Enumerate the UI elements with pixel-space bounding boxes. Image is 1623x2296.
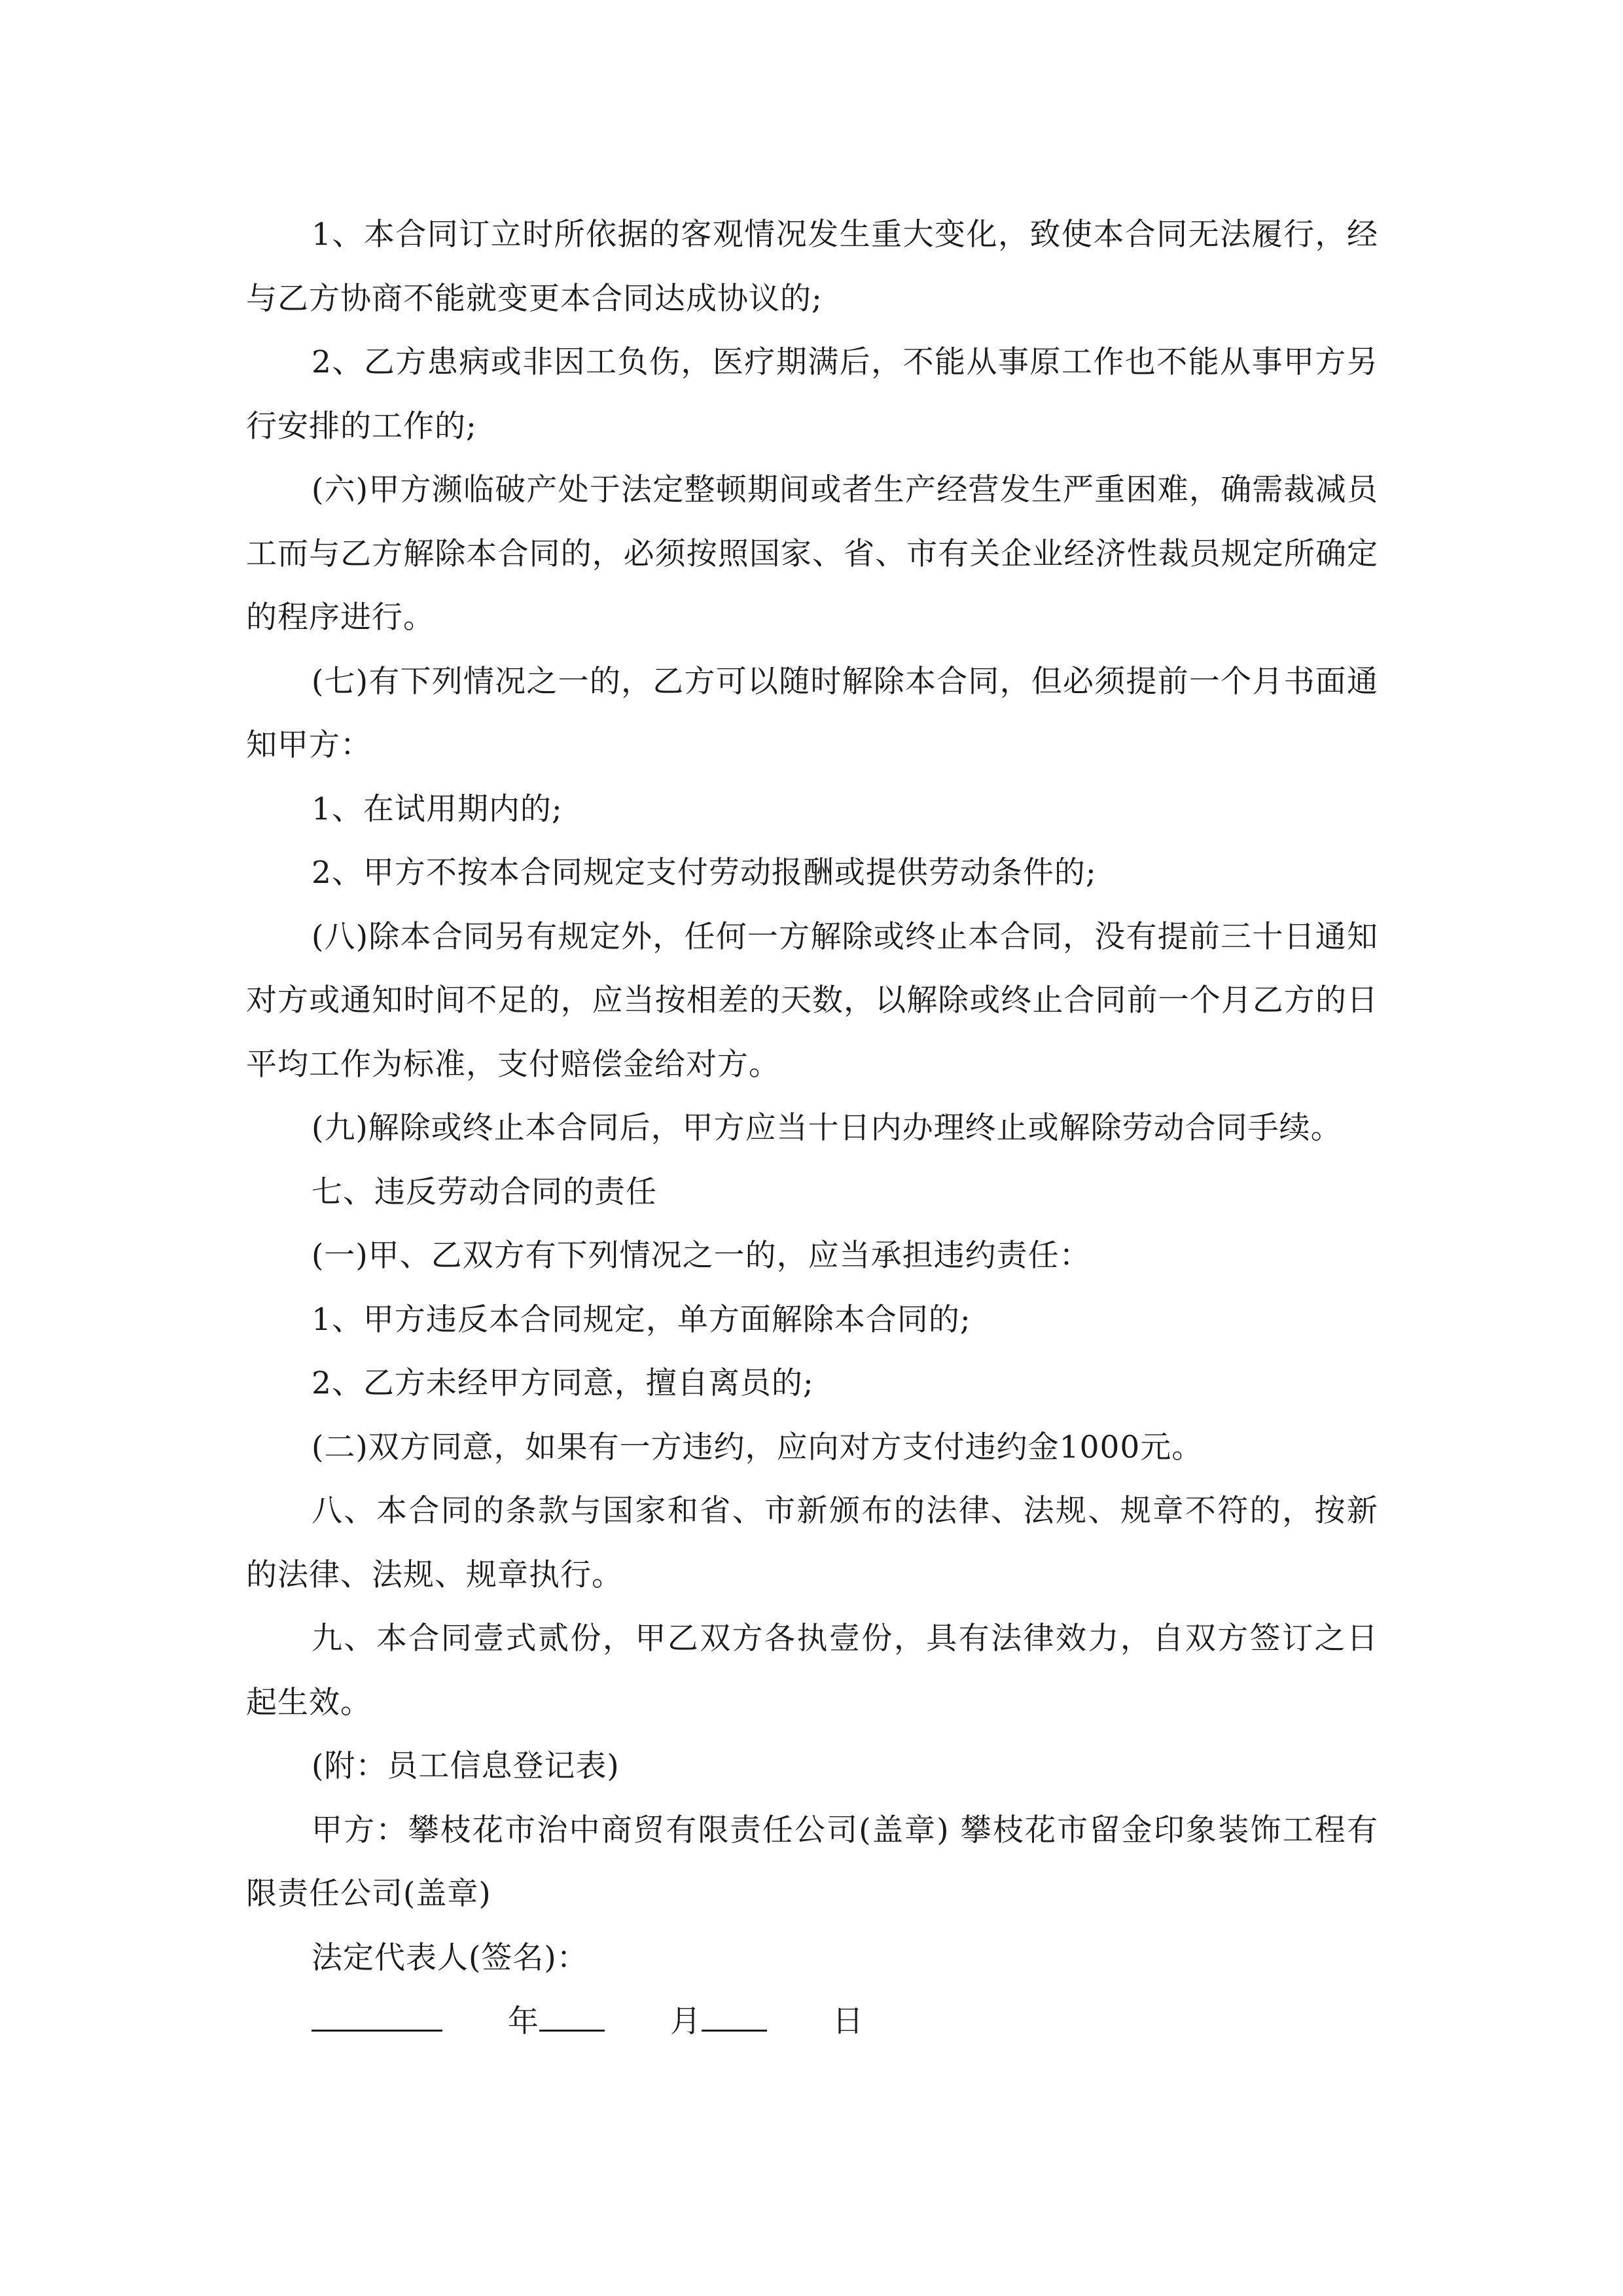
paragraph-section-9: (九)解除或终止本合同后，甲方应当十日内办理终止或解除劳动合同手续。 — [312, 1110, 1342, 1146]
paragraph-article-9: 九、本合同壹式贰份，甲乙双方各执壹份，具有法律效力，自双方签订之日起生效。 — [246, 1621, 1378, 1721]
month-blank — [539, 1996, 605, 2032]
month-label: 月 — [670, 2003, 702, 2039]
paragraph-section-6: (六)甲方濒临破产处于法定整顿期间或者生产经营发生严重困难，确需裁减员工而与乙方解除本合同的，必须按照国家、省、市有关企业经济性裁员规定所确定的程序进行。 — [246, 472, 1378, 636]
paragraph-party-a: 甲方：攀枝花市治中商贸有限责任公司(盖章) 攀枝花市留金印象装饰工程有限责任公司(盖章) — [246, 1812, 1378, 1912]
date-line — [246, 1990, 1378, 2054]
paragraph-legal-representative: 法定代表人(签名)： — [312, 1939, 588, 1976]
paragraph-section-8: (八)除本合同另有规定外，任何一方解除或终止本合同，没有提前三十日通知对方或通知时间不足的，应当按相差的天数，以解除或终止合同前一个月乙方的日平均工作为标准，支付赔偿金给对方。 — [246, 918, 1378, 1083]
paragraph-liability-item-2: 2、乙方未经甲方同意，擅自离员的; — [312, 1365, 814, 1401]
document-body — [246, 203, 1378, 2054]
heading-breach-liability: 七、违反劳动合同的责任 — [312, 1174, 657, 1210]
paragraph-liability-item-1: 1、甲方违反本合同规定，单方面解除本合同的; — [312, 1301, 971, 1338]
paragraph-clause-1: 1、本合同订立时所依据的客观情况发生重大变化，致使本合同无法履行，经与乙方协商不能就变更本合同达成协议的; — [246, 217, 1378, 317]
day-blank — [702, 1996, 767, 2032]
paragraph-liability-1: (一)甲、乙双方有下列情况之一的，应当承担违约责任： — [312, 1238, 1091, 1274]
paragraph-section-7: (七)有下列情况之一的，乙方可以随时解除本合同，但必须提前一个月书面通知甲方： — [246, 663, 1378, 763]
paragraph-liability-2: (二)双方同意，如果有一方违约，应向对方支付违约金1000元。 — [312, 1429, 1204, 1465]
day-label: 日 — [832, 2003, 864, 2039]
year-blank — [312, 1996, 442, 2032]
paragraph-section-7-item-2: 2、甲方不按本合同规定支付劳动报酬或提供劳动条件的; — [312, 855, 1097, 891]
paragraph-attachment: (附：员工信息登记表) — [312, 1748, 620, 1784]
paragraph-article-8: 八、本合同的条款与国家和省、市新颁布的法律、法规、规章不符的，按新的法律、法规、规章执行。 — [246, 1493, 1378, 1593]
year-label: 年 — [508, 2003, 539, 2039]
paragraph-section-7-item-1: 1、在试用期内的; — [312, 791, 563, 827]
paragraph-clause-2: 2、乙方患病或非因工负伤，医疗期满后，不能从事原工作也不能从事甲方另行安排的工作的; — [246, 344, 1378, 444]
